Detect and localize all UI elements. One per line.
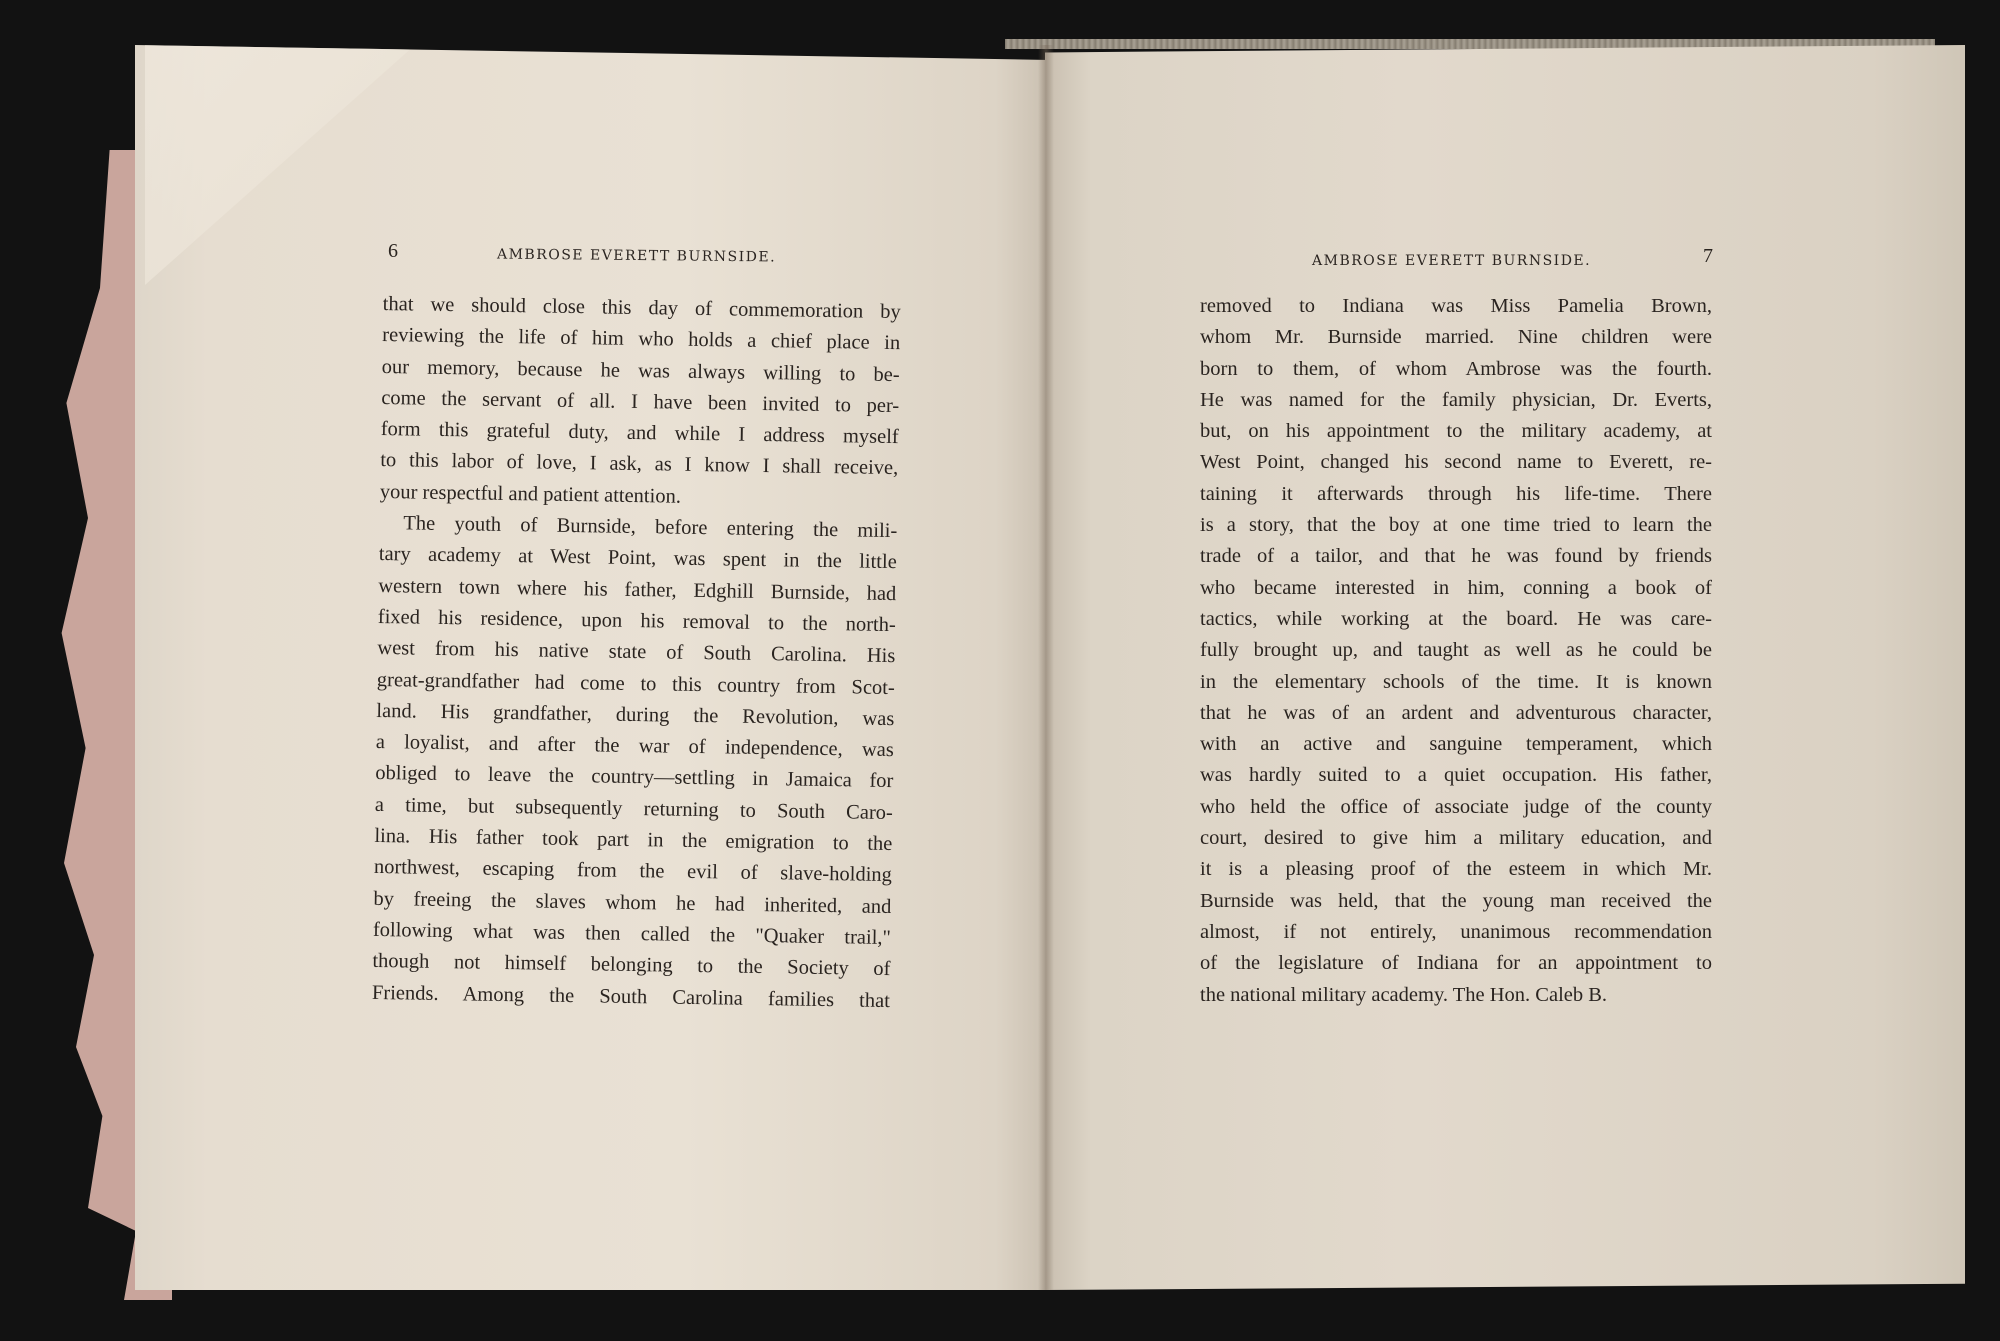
text-line: of the legislature of Indiana for an appointment to [1200, 952, 1712, 975]
text-line: whom Mr. Burnside married. Nine children were [1200, 326, 1712, 349]
right-page-number: 7 [1703, 245, 1713, 267]
text-line: who held the office of associate judge of the county [1200, 795, 1712, 818]
text-line: land. His grandfather, during the Revolution, was [376, 699, 895, 730]
text-line: northwest, escaping from the evil of slave-holding [373, 856, 893, 887]
text-line: Burnside was held, that the young man received the [1200, 889, 1712, 912]
text-line: following what was then called the "Quaker trail," [372, 918, 892, 949]
text-line: reviewing the life of him who holds a chief place in [382, 324, 901, 355]
text-line: to this labor of love, I ask, as I know I shall receive, [380, 449, 899, 480]
text-line: the national military academy. The Hon. Caleb B. [1200, 983, 1608, 1006]
text-line: western town where his father, Edghill Burnside, had [378, 574, 897, 605]
text-line: with an active and sanguine temperament, which [1200, 733, 1712, 756]
text-line: our memory, because he was always willing to be- [381, 355, 900, 386]
text-line: tary academy at West Point, was spent in the little [378, 543, 897, 574]
text-line: court, desired to give him a military education, and [1200, 827, 1712, 850]
text-line: west from his native state of South Carolina. His [377, 637, 896, 668]
right-running-head: AMBROSE EVERETT BURNSIDE. [1312, 253, 1592, 269]
text-line: is a story, that the boy at one time tried to learn the [1200, 514, 1712, 537]
text-line: The youth of Burnside, before entering the mili- [403, 512, 898, 543]
folded-corner [145, 45, 415, 285]
text-line: in the elementary schools of the time. It is known [1200, 670, 1712, 693]
text-line: trade of a tailor, and that he was found by friends [1200, 545, 1712, 568]
text-line: fully brought up, and taught as well as he could be [1200, 639, 1712, 662]
text-line: removed to Indiana was Miss Pamelia Brown, [1200, 295, 1712, 317]
text-line: lina. His father took part in the emigration to the [374, 824, 893, 856]
left-page-number: 6 [388, 240, 398, 262]
text-line: but, on his appointment to the military academy, at [1200, 420, 1712, 443]
text-line: Friends. Among the South Carolina families that [371, 981, 891, 1012]
left-page-text [372, 289, 901, 1017]
text-line: who became interested in him, conning a book of [1200, 576, 1712, 599]
text-line: by freeing the slaves whom he had inherited, and [373, 887, 892, 918]
text-line: though not himself belonging to the Society of [372, 950, 891, 981]
text-line: West Point, changed his second name to Everett, re- [1200, 451, 1712, 474]
text-line: come the servant of all. I have been invited to per- [381, 386, 900, 418]
text-line: a loyalist, and after the war of independence, was [375, 731, 894, 762]
text-line: that he was of an ardent and adventurous character, [1200, 701, 1712, 724]
text-line: born to them, of whom Ambrose was the fourth. [1200, 357, 1712, 380]
text-line: great-grandfather had come to this country from Scot- [376, 668, 895, 699]
text-line: that we should close this day of commemoration by [382, 292, 901, 324]
text-line: a time, but subsequently returning to South Caro- [374, 793, 894, 824]
text-line: your respectful and patient attention. [379, 480, 682, 508]
text-line: was hardly suited to a quiet occupation. His father, [1200, 764, 1712, 787]
right-page-text [1200, 291, 1712, 1011]
left-running-head: AMBROSE EVERETT BURNSIDE. [496, 246, 777, 266]
text-line: tactics, while working at the board. He was care- [1200, 607, 1712, 630]
page-stack-edges [1965, 55, 1997, 1270]
text-line: almost, if not entirely, unanimous recommendation [1200, 920, 1712, 943]
text-line: fixed his residence, upon his removal to the north- [377, 605, 896, 637]
text-line: form this grateful duty, and while I address myself [380, 418, 899, 449]
text-line: obliged to leave the country—settling in Jamaica for [375, 762, 894, 793]
text-line: He was named for the family physician, Dr. Everts, [1200, 388, 1712, 411]
text-line: it is a pleasing proof of the esteem in which Mr. [1200, 858, 1712, 881]
text-line: taining it afterwards through his life-time. There [1200, 482, 1712, 505]
book-gutter [1038, 45, 1054, 1290]
